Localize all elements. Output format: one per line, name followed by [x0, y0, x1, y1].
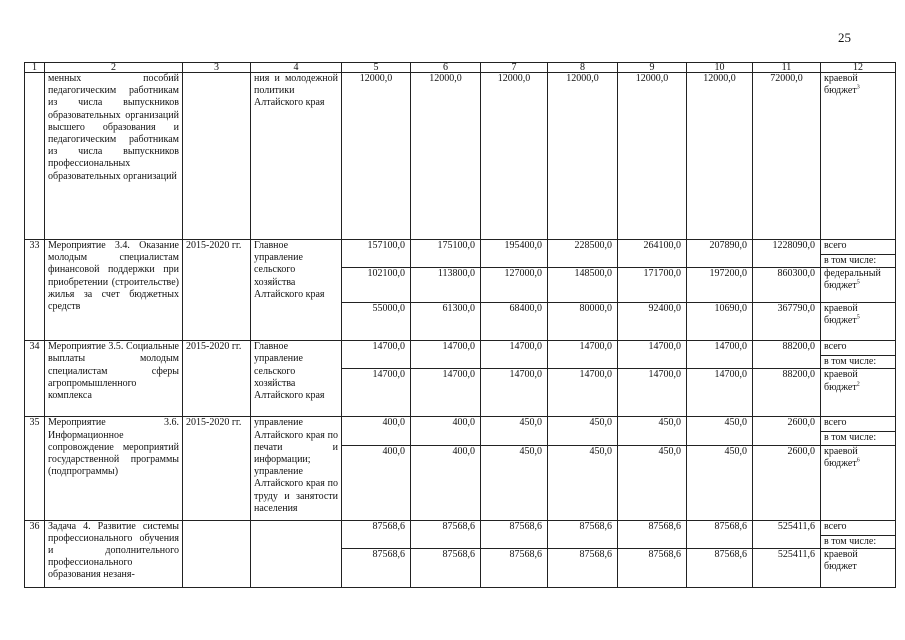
period-cell: 2015-2020 гг. — [183, 240, 251, 341]
period-cell: 2015-2020 гг. — [183, 417, 251, 520]
value-cell: 87568,6 — [687, 548, 753, 587]
column-header: 12 — [821, 63, 896, 73]
value-cell: 12000,0 — [481, 73, 548, 240]
value-cell: 450,0 — [687, 417, 753, 445]
including-cell: в том числе: — [821, 432, 896, 445]
value-cell: 113800,0 — [411, 268, 481, 303]
source-cell — [821, 268, 896, 303]
footnote-marker: 6 — [856, 457, 860, 464]
source-cell — [821, 303, 896, 341]
value-cell: 450,0 — [618, 445, 687, 520]
value-cell: 14700,0 — [618, 341, 687, 369]
column-header: 4 — [251, 63, 342, 73]
source-cell: всего — [821, 417, 896, 432]
table-row — [25, 520, 896, 535]
executor-cell: ния и молодежной политики Алтайского края — [251, 73, 342, 240]
source-label: краевой бюджет — [824, 369, 858, 393]
value-cell: 450,0 — [548, 445, 618, 520]
value-cell: 102100,0 — [342, 268, 411, 303]
value-cell: 367790,0 — [753, 303, 821, 341]
value-cell: 14700,0 — [687, 369, 753, 417]
footnote-marker: 3 — [856, 84, 860, 91]
period-cell: 2015-2020 гг. — [183, 341, 251, 417]
including-cell: в том числе: — [821, 356, 896, 369]
value-cell: 12000,0 — [687, 73, 753, 240]
value-cell: 14700,0 — [548, 341, 618, 369]
row-number-cell: 33 — [25, 240, 45, 341]
source-cell — [821, 548, 896, 587]
value-cell: 72000,0 — [753, 73, 821, 240]
value-cell: 2600,0 — [753, 445, 821, 520]
value-cell: 450,0 — [481, 445, 548, 520]
source-label: краевой бюджет — [824, 303, 858, 327]
value-cell: 400,0 — [411, 417, 481, 445]
value-cell: 87568,6 — [618, 548, 687, 587]
executor-cell — [251, 520, 342, 587]
column-header: 9 — [618, 63, 687, 73]
value-cell: 87568,6 — [411, 520, 481, 548]
row-number-cell: 34 — [25, 341, 45, 417]
column-header: 11 — [753, 63, 821, 73]
table-row — [25, 73, 896, 240]
executor-cell: управление Алтайского края по печати и информации; управление Алтайского края по труду и занятости населения — [251, 417, 342, 520]
source-label: федеральный бюджет — [824, 268, 881, 292]
source-label: краевой бюджет — [824, 445, 858, 469]
source-label: краевой бюджет — [824, 548, 858, 573]
value-cell: 525411,6 — [753, 548, 821, 587]
value-cell: 87568,6 — [481, 548, 548, 587]
source-label: краевой бюджет — [824, 73, 858, 97]
column-header: 3 — [183, 63, 251, 73]
value-cell: 55000,0 — [342, 303, 411, 341]
value-cell: 450,0 — [687, 445, 753, 520]
value-cell: 197200,0 — [687, 268, 753, 303]
value-cell: 450,0 — [618, 417, 687, 445]
value-cell: 400,0 — [342, 417, 411, 445]
source-cell — [821, 369, 896, 417]
value-cell: 175100,0 — [411, 240, 481, 268]
executor-cell: Главное управление сельского хозяйства Алтайского края — [251, 341, 342, 417]
value-cell: 400,0 — [411, 445, 481, 520]
value-cell: 88200,0 — [753, 341, 821, 369]
value-cell: 14700,0 — [342, 341, 411, 369]
value-cell: 14700,0 — [411, 341, 481, 369]
column-header: 6 — [411, 63, 481, 73]
value-cell: 1228090,0 — [753, 240, 821, 268]
value-cell: 860300,0 — [753, 268, 821, 303]
value-cell: 61300,0 — [411, 303, 481, 341]
column-header: 5 — [342, 63, 411, 73]
value-cell: 264100,0 — [618, 240, 687, 268]
value-cell: 127000,0 — [481, 268, 548, 303]
source-cell: всего — [821, 240, 896, 255]
table-row — [25, 341, 896, 356]
value-cell: 450,0 — [481, 417, 548, 445]
source-cell: всего — [821, 341, 896, 356]
value-cell: 87568,6 — [411, 548, 481, 587]
value-cell: 14700,0 — [481, 341, 548, 369]
executor-cell: Главное управление сельского хозяйства Алтайского края — [251, 240, 342, 341]
activity-name-cell: Мероприятие 3.5. Социальные выплаты молодым специалистам сферы агропромышленного комплекса — [45, 341, 183, 417]
including-cell: в том числе: — [821, 255, 896, 268]
value-cell: 195400,0 — [481, 240, 548, 268]
value-cell: 14700,0 — [618, 369, 687, 417]
activity-name-cell: Задача 4. Развитие системы профессионального обучения и дополнительного профессионального образования незаня- — [45, 520, 183, 587]
column-header: 10 — [687, 63, 753, 73]
value-cell: 12000,0 — [411, 73, 481, 240]
value-cell: 14700,0 — [548, 369, 618, 417]
value-cell: 14700,0 — [342, 369, 411, 417]
page-number: 25 — [838, 30, 851, 45]
period-cell — [183, 73, 251, 240]
column-header: 1 — [25, 63, 45, 73]
value-cell: 87568,6 — [548, 548, 618, 587]
row-number-cell — [25, 73, 45, 240]
value-cell: 92400,0 — [618, 303, 687, 341]
table-row — [25, 417, 896, 432]
activity-name-cell: Мероприятие 3.4. Оказание молодым специалистам финансовой поддержки при приобретении (строительстве) жилья за счет бюджетных средств — [45, 240, 183, 341]
row-number-cell: 35 — [25, 417, 45, 520]
table-row — [25, 240, 896, 255]
value-cell: 87568,6 — [548, 520, 618, 548]
value-cell: 80000,0 — [548, 303, 618, 341]
column-header: 2 — [45, 63, 183, 73]
value-cell: 87568,6 — [342, 520, 411, 548]
value-cell: 525411,6 — [753, 520, 821, 548]
value-cell: 88200,0 — [753, 369, 821, 417]
activity-name-cell: Мероприятие 3.6. Информационное сопровождение мероприятий государственной программы (подпрограммы) — [45, 417, 183, 520]
period-cell — [183, 520, 251, 587]
row-number-cell: 36 — [25, 520, 45, 587]
source-cell: всего — [821, 520, 896, 535]
value-cell: 12000,0 — [342, 73, 411, 240]
value-cell: 10690,0 — [687, 303, 753, 341]
value-cell: 148500,0 — [548, 268, 618, 303]
value-cell: 87568,6 — [342, 548, 411, 587]
value-cell: 450,0 — [548, 417, 618, 445]
value-cell: 400,0 — [342, 445, 411, 520]
value-cell: 87568,6 — [687, 520, 753, 548]
value-cell: 12000,0 — [618, 73, 687, 240]
footnote-marker: 2 — [856, 381, 860, 388]
value-cell: 171700,0 — [618, 268, 687, 303]
value-cell: 14700,0 — [687, 341, 753, 369]
column-header: 8 — [548, 63, 618, 73]
value-cell: 68400,0 — [481, 303, 548, 341]
including-cell: в том числе: — [821, 535, 896, 548]
value-cell: 14700,0 — [481, 369, 548, 417]
value-cell: 12000,0 — [548, 73, 618, 240]
column-header: 7 — [481, 63, 548, 73]
value-cell: 87568,6 — [481, 520, 548, 548]
value-cell: 87568,6 — [618, 520, 687, 548]
footnote-marker: 5 — [856, 315, 860, 322]
source-cell — [821, 73, 896, 240]
value-cell: 2600,0 — [753, 417, 821, 445]
activity-name-cell: менных пособий педагогическим работникам из числа выпускников образовательных организаций высшего образования и педагогическим работникам из числа выпускников профессиональных образовательных организаций — [45, 73, 183, 240]
value-cell: 14700,0 — [411, 369, 481, 417]
program-table — [24, 62, 896, 588]
header-row — [25, 63, 896, 73]
value-cell: 157100,0 — [342, 240, 411, 268]
source-cell — [821, 445, 896, 520]
footnote-marker: 5 — [856, 280, 860, 287]
value-cell: 228500,0 — [548, 240, 618, 268]
value-cell: 207890,0 — [687, 240, 753, 268]
